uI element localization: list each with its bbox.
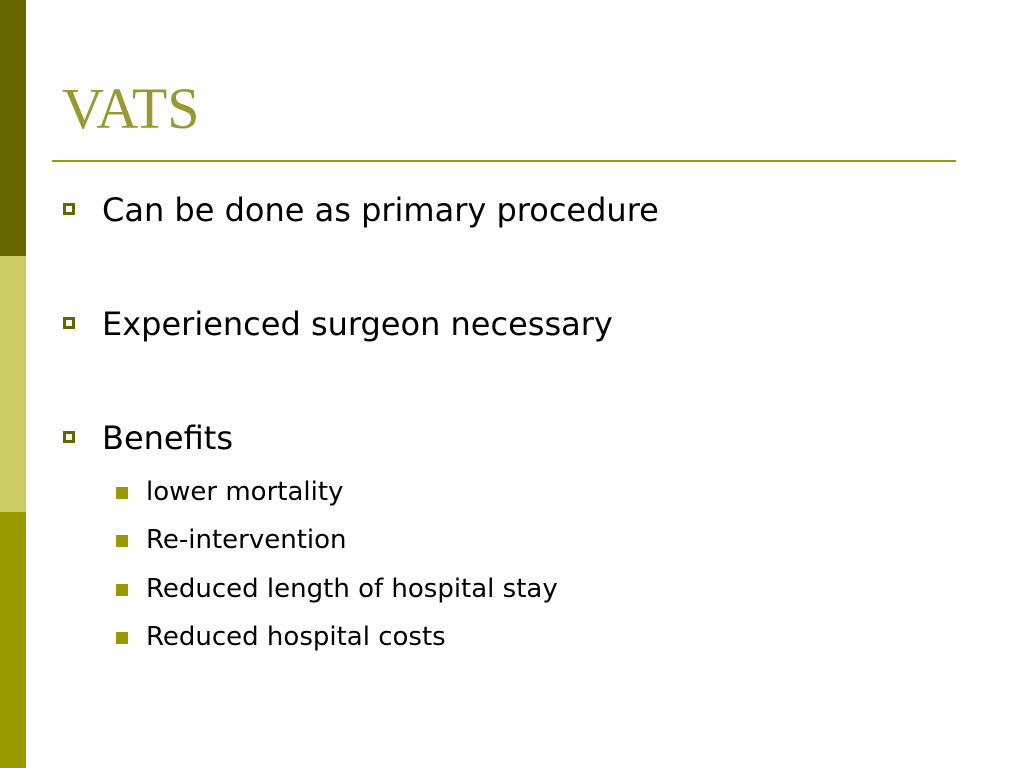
sub-bullet-item <box>116 576 558 602</box>
sub-bullet-text: Reduced hospital costs <box>146 622 446 652</box>
sub-bullet-text: lower mortality <box>146 477 344 507</box>
filled-square-bullet-icon <box>116 584 128 596</box>
hollow-square-bullet-icon <box>63 317 75 329</box>
bullet-item <box>63 191 659 229</box>
filled-square-bullet-icon <box>116 487 128 499</box>
hollow-square-bullet-icon <box>63 431 75 443</box>
filled-square-bullet-icon <box>116 535 128 547</box>
sub-bullet-text: Reduced length of hospital stay <box>146 574 558 604</box>
sub-bullet-text: Re-intervention <box>146 525 347 555</box>
slide-title: VATS <box>62 76 200 141</box>
bullet-text: Benefits <box>102 419 233 457</box>
sub-bullet-item <box>116 527 347 553</box>
sub-bullet-item <box>116 624 446 650</box>
bullet-text: Can be done as primary procedure <box>102 191 659 229</box>
bullet-item <box>63 419 233 457</box>
hollow-square-bullet-icon <box>63 203 75 215</box>
bullet-text: Experienced surgeon necessary <box>102 305 613 343</box>
bullet-item <box>63 305 613 343</box>
filled-square-bullet-icon <box>116 632 128 644</box>
sub-bullet-item <box>116 479 343 505</box>
